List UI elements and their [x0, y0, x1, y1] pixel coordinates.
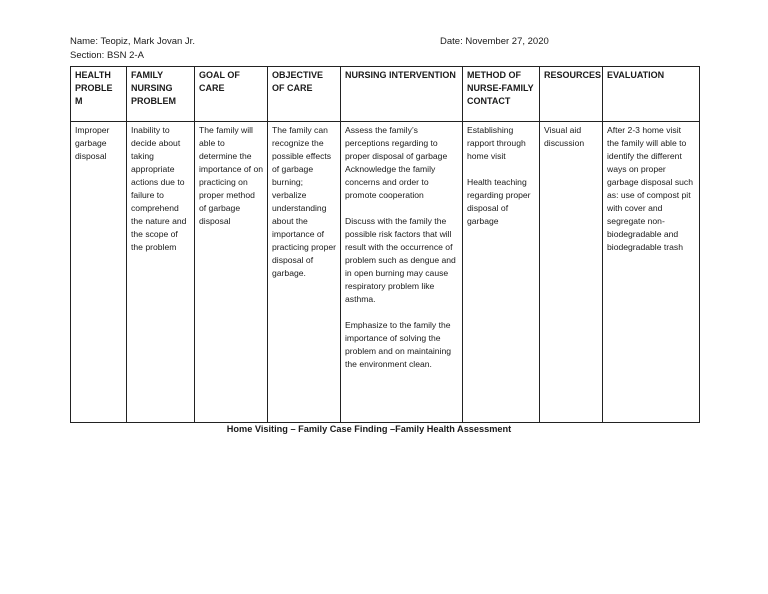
- document-caption: Home Visiting – Family Case Finding –Family Health Assessment: [226, 424, 512, 434]
- document-date: Date: November 27, 2020: [440, 36, 549, 47]
- header-objective-of-care: OBJECTIVE OF CARE: [268, 67, 341, 122]
- table-row: [71, 122, 700, 423]
- contact-method-item: Health teaching regarding proper disposal of garbage: [467, 177, 531, 226]
- header-evaluation: EVALUATION: [603, 67, 700, 122]
- table-header-row: [71, 67, 700, 122]
- cell-method-of-contact: [463, 122, 540, 423]
- student-name: Name: Teopiz, Mark Jovan Jr.: [70, 36, 195, 47]
- header-goal-of-care: GOAL OF CARE: [195, 67, 268, 122]
- cell-evaluation: After 2-3 home visit the family will able to identify the different ways on proper garbage disposal such as: use of compost pit with cover and segregate non-biodegradable and biodegradable trash: [603, 122, 700, 423]
- cell-objective-of-care: The family can recognize the possible effects of garbage burning; verbalize understanding about the importance of practicing proper disposal of garbage.: [268, 122, 341, 423]
- intervention-item: Emphasize to the family the importance of solving the problem and on maintaining the environment clean.: [345, 320, 452, 369]
- family-care-plan-table: [70, 66, 700, 423]
- contact-method-item: Establishing rapport through home visit: [467, 125, 526, 161]
- header-method-of-contact: METHOD OF NURSE-FAMILY CONTACT: [463, 67, 540, 122]
- header-health-problem: HEALTH PROBLE M: [71, 67, 127, 122]
- cell-health-problem: Improper garbage disposal: [71, 122, 127, 423]
- intervention-item: Discuss with the family the possible risk factors that will result with the occurrence of problem such as dengue and in open burning may cause respiratory problem like asthma.: [345, 216, 456, 304]
- header-nursing-intervention: NURSING INTERVENTION: [341, 67, 463, 122]
- header-family-nursing-problem: FAMILY NURSING PROBLEM: [127, 67, 195, 122]
- cell-family-nursing-problem: Inability to decide about taking appropriate actions due to failure to comprehend the nature and the scope of the problem: [127, 122, 195, 423]
- student-section: Section: BSN 2-A: [70, 50, 144, 61]
- cell-resources: Visual aid discussion: [540, 122, 603, 423]
- cell-nursing-intervention: [341, 122, 463, 423]
- intervention-item: Acknowledge the family concerns and order to promote cooperation: [345, 164, 436, 200]
- intervention-item: Assess the family’s perceptions regarding to proper disposal of garbage: [345, 125, 448, 161]
- cell-goal-of-care: The family will able to determine the importance of on practicing on proper method of garbage disposal: [195, 122, 268, 423]
- header-resources: RESOURCES: [540, 67, 603, 122]
